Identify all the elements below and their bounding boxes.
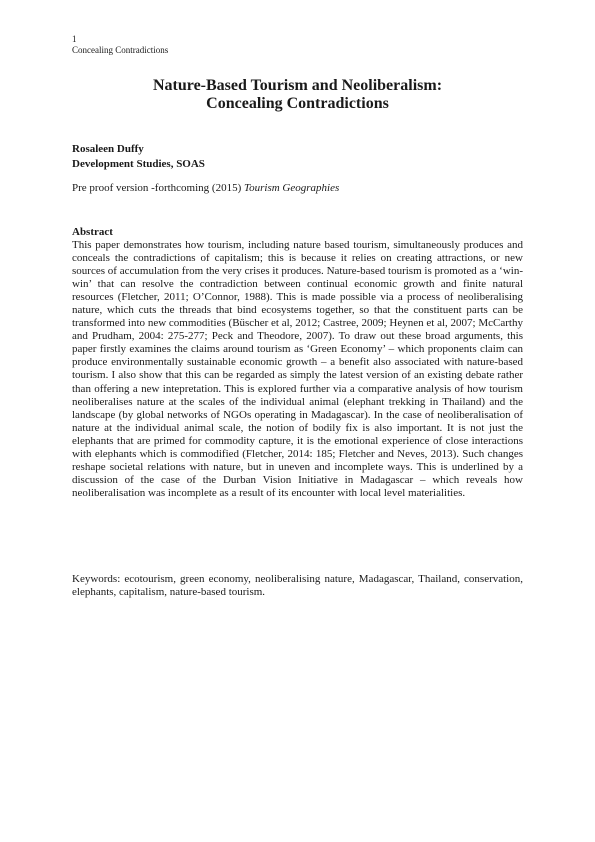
version-note — [72, 181, 339, 195]
title-line-2: Concealing Contradictions — [206, 95, 389, 112]
author-block — [72, 142, 205, 172]
abstract-body: This paper demonstrates how tourism, including nature based tourism, simultaneously produces and conceals the contradictions of capitalism; this is because it relies on creating attractions, or new sources of accumulation from the very crises it produces. Nature-based tourism is promoted as a ‘win-win’ that can resolve the contradiction between continual economic growth and finite natural resources (Fletcher, 2011; O’Connor, 1988). This is made possible via a process of neoliberalising nature, which cuts the threads that bind ecosystems together, so that the constituent parts can be transformed into new commodities (Büscher et al, 2012; Castree, 2009; Heynen et al, 2007; McCarthy and Prudham, 2004: 275-277; Peck and Theodore, 2007). To draw out these broad arguments, this paper firstly examines the claims around tourism as ‘Green Economy’ – which proponents claim can produce environmentally sustainable economic growth – a benefit also associated with nature-based tourism. I also show that this can be regarded as simply the latest version of an existing debate rather than offering a new intepretation. This is explored further via a comparative analysis of how tourism neoliberalises nature at the scales of the individual animal (elephant trekking in Thailand) and the landscape (by global networks of NGOs operating in Madagascar). In the case of neoliberalisation of nature at the individual animal scale, the notion of bodily fix is also important. It is not just the elephants that are primed for commodity capture, it is the emotional experience of close interactions with elephants which is commodified (Fletcher, 2014: 185; Fletcher and Neves, 2013). Such changes reshape societal relations with nature, but in uneven and incomplete ways. This is underlined by a discussion of the case of the Durban Vision Initiative in Madagascar – which reveals how neoliberalisation was incomplete as a result of its encounter with local level materialities. — [72, 239, 523, 499]
version-text: Pre proof version -forthcoming (2015) — [72, 182, 242, 194]
abstract-heading: Abstract — [72, 226, 113, 238]
author-affiliation: Development Studies, SOAS — [72, 158, 205, 170]
paper-title — [72, 77, 523, 113]
journal-name: Tourism Geographies — [244, 182, 340, 194]
author-name: Rosaleen Duffy — [72, 143, 144, 155]
running-header — [72, 34, 168, 56]
running-title: Concealing Contradictions — [72, 45, 169, 55]
page-number: 1 — [72, 34, 77, 44]
title-line-1: Nature-Based Tourism and Neoliberalism: — [152, 77, 443, 94]
keywords: Keywords: ecotourism, green economy, neoliberalising nature, Madagascar, Thailand, conservation, elephants, capitalism, nature-based tourism. — [72, 573, 523, 598]
